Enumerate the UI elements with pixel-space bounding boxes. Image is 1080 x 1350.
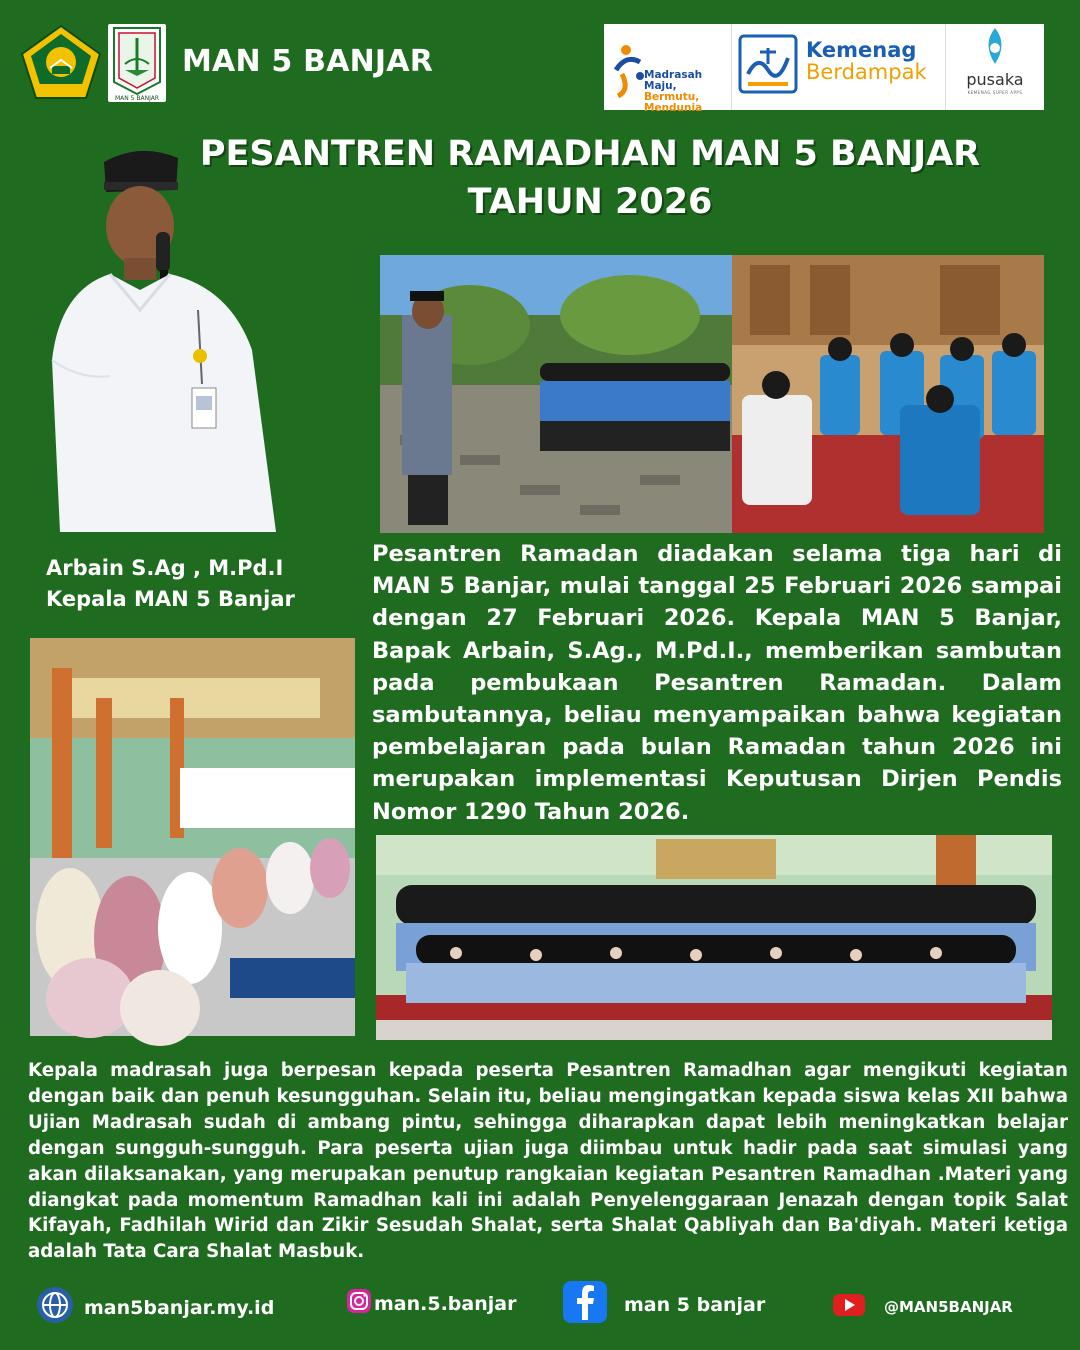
intro-paragraph: Pesantren Ramadan diadakan selama tiga hari di MAN 5 Banjar, mulai tanggal 25 Februari 2026 sampai dengan 27 Februari 2026. Kepala MAN 5 Banjar, Bapak Arbain, S.Ag., M.Pd.I., memberikan sambutan pada pembukaan Pesantren Ramadan. Dalam sambutannya, beliau menyampaikan bahwa kegiatan pembelajaran pada bulan Ramadan tahun 2026 ini merupakan implementasi Keputusan Dirjen Pendis Nomor 1290 Tahun 2026.	[372, 541, 1062, 825]
youtube-link[interactable]	[832, 1293, 1013, 1321]
partner-1-line1: Madrasah Maju,	[644, 69, 703, 92]
man5-logo	[108, 24, 166, 102]
youtube-text: @MAN5BANJAR	[884, 1298, 1013, 1316]
svg-text:MAN 5 BANJAR: MAN 5 BANJAR	[114, 95, 160, 102]
pusaka-logo	[946, 24, 1044, 110]
partner-logos-box	[604, 24, 1044, 114]
instagram-text: man.5.banjar	[374, 1292, 517, 1315]
facebook-icon	[562, 1280, 608, 1329]
madrasah-maju-logo	[604, 24, 732, 114]
headmaster-name: Arbain S.Ag , M.Pd.I	[46, 556, 284, 580]
partner-1-line2: Bermutu,	[644, 91, 700, 103]
headmaster-position: Kepala MAN 5 Banjar	[46, 587, 295, 611]
message-paragraph: Kepala madrasah juga berpesan kepada peserta Pesantren Ramadhan agar mengikuti kegiatan dengan baik dan penuh kesungguhan. Selain itu, beliau mengingatkan kepada siswa kelas XII bahwa Ujian Madrasah sudah di ambang pintu, sehingga diharapkan dapat lebih meningkatkan belajar dengan sungguh-sungguh. Para peserta ujian juga diimbau untuk hadir pada saat simulasi yang akan dilaksanakan, yang merupakan penutup rangkaian kegiatan Pesantren Ramadhan .Materi yang diangkat pada momentum Ramadhan kali ini adalah Penyelenggaraan Jenazah dengan topik Salat Kifayah, Fadhilah Wirid dan Zikir Sesudah Shalat, serta Shalat Qabliyah dan Ba'diyah. Materi ketiga adalah Tata Cara Shalat Masbuk.	[28, 1060, 1068, 1263]
facebook-text: man 5 banjar	[624, 1293, 766, 1316]
partner-1-line3: Mendunia	[644, 102, 703, 114]
pusaka-tagline: KEMENAG SUPER APPS	[967, 90, 1023, 95]
opening-ceremony-photos	[380, 255, 1044, 533]
facebook-link[interactable]	[562, 1280, 765, 1329]
kemenag-logo	[20, 24, 102, 100]
headmaster-caption	[46, 553, 295, 615]
website-link[interactable]	[36, 1286, 274, 1329]
instagram-link[interactable]	[346, 1288, 516, 1319]
group-photo	[376, 835, 1052, 1040]
kemenag-berdampak-logo	[732, 24, 946, 110]
title-line-1: PESANTREN RAMADHAN MAN 5 BANJAR	[199, 134, 981, 174]
globe-icon	[36, 1286, 74, 1329]
mosque-prayer-photo	[30, 638, 355, 1036]
youtube-icon	[832, 1293, 866, 1321]
instagram-icon	[346, 1288, 372, 1319]
pusaka-text: pusaka	[966, 70, 1024, 89]
headmaster-photo	[40, 140, 280, 532]
kemenag-text: Kemenag	[806, 38, 917, 62]
website-text: man5banjar.my.id	[84, 1296, 275, 1319]
school-name: MAN 5 BANJAR	[182, 44, 434, 79]
madrasah-maju-text	[644, 69, 731, 114]
berdampak-text: Berdampak	[806, 60, 927, 84]
title-line-2: TAHUN 2026	[467, 182, 713, 222]
